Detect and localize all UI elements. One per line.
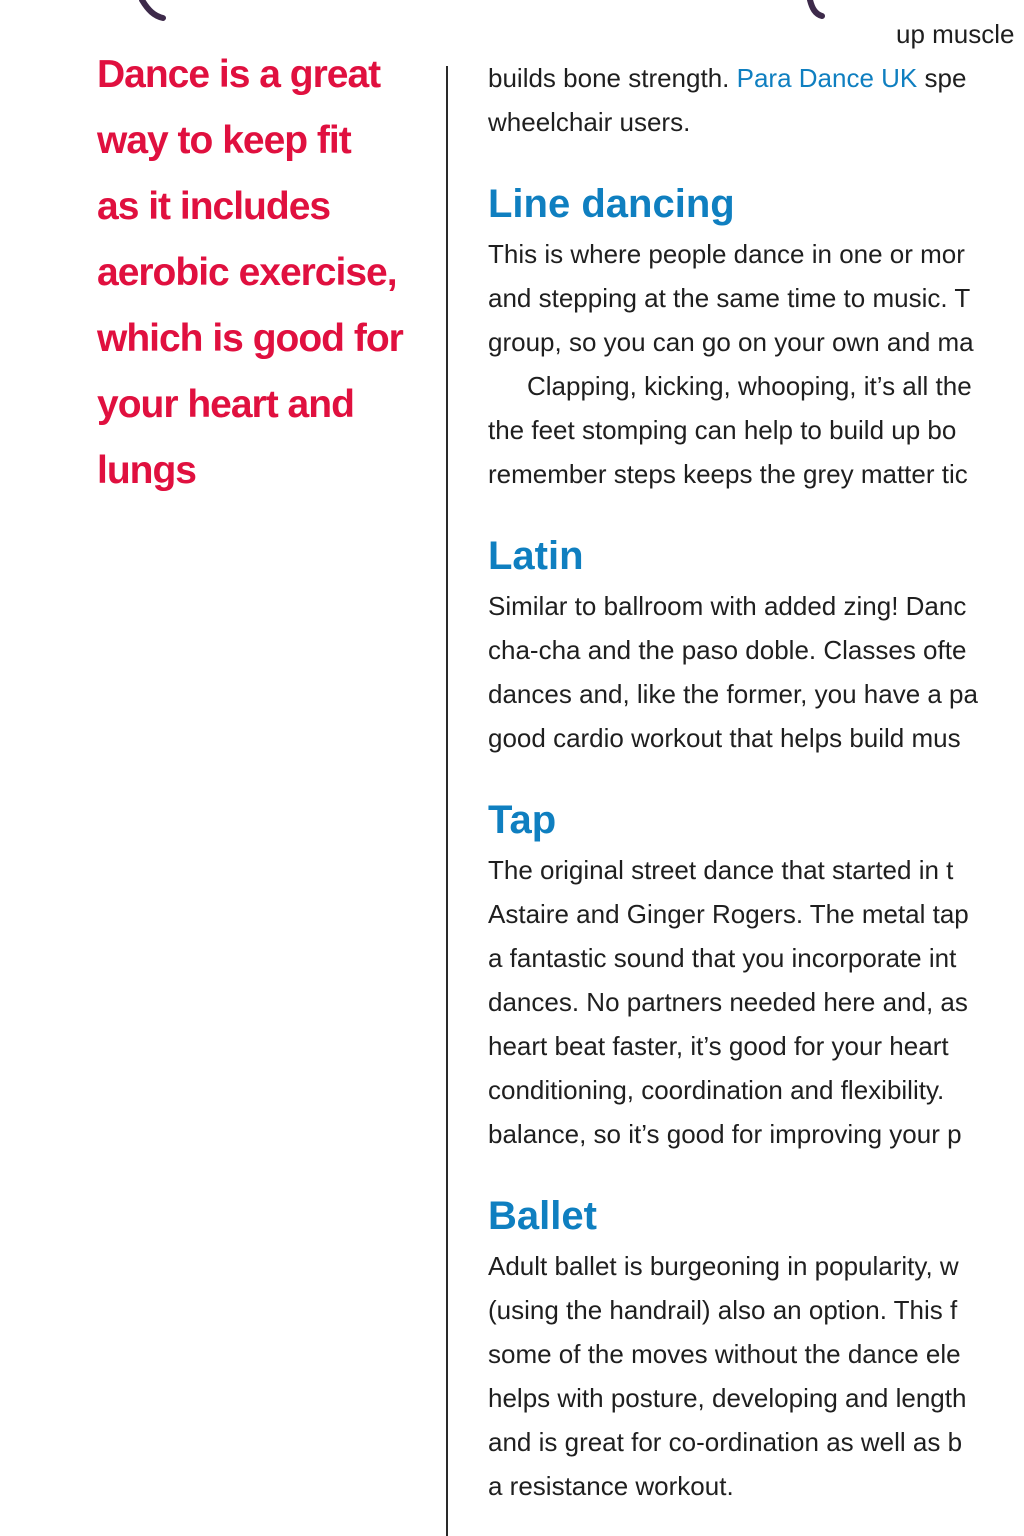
body-line: balance, so it’s good for improving your p: [488, 1119, 962, 1149]
pull-quote: [97, 42, 427, 504]
article-column: [488, 0, 1024, 1536]
pull-quote-line: which is good for: [97, 317, 403, 360]
body-line: Astaire and Ginger Rogers. The metal tap: [488, 899, 969, 929]
body-line: helps with posture, developing and length: [488, 1383, 967, 1413]
body-line: a fantastic sound that you incorporate int: [488, 943, 957, 973]
pull-quote-line: aerobic exercise,: [97, 251, 397, 294]
heading-tap: Tap: [488, 798, 557, 842]
body-line: group, so you can go on your own and ma: [488, 327, 974, 357]
pull-quote-line: as it includes: [97, 185, 331, 228]
intro-line: wheelchair users.: [488, 107, 691, 137]
heading-ballet: Ballet: [488, 1194, 597, 1238]
para-dance-uk-link[interactable]: Para Dance UK: [736, 63, 918, 93]
body-line: and stepping at the same time to music. T: [488, 283, 971, 313]
intro-line: [488, 56, 966, 100]
body-line: Clapping, kicking, whooping, it’s all the: [527, 371, 972, 401]
body-line: conditioning, coordination and flexibility.: [488, 1075, 945, 1105]
pull-quote-line: lungs: [97, 449, 196, 492]
body-line: and is great for co-ordination as well as b: [488, 1427, 963, 1457]
body-line: good cardio workout that helps build mus: [488, 723, 961, 753]
heading-latin: Latin: [488, 534, 584, 578]
intro-line: up muscle: [896, 19, 1015, 49]
pull-quote-line: your heart and: [97, 383, 354, 426]
body-line: (using the handrail) also an option. This f: [488, 1295, 958, 1325]
body-line: a resistance workout.: [488, 1471, 734, 1501]
body-line: the feet stomping can help to build up bo: [488, 415, 957, 445]
intro-text: builds bone strength.: [488, 63, 737, 93]
body-line: dances. No partners needed here and, as: [488, 987, 968, 1017]
heading-line-dancing: Line dancing: [488, 182, 735, 226]
body-line: The original street dance that started in t: [488, 855, 954, 885]
body-line: some of the moves without the dance ele: [488, 1339, 961, 1369]
pull-quote-line: way to keep fit: [97, 119, 351, 162]
body-line: This is where people dance in one or mor: [488, 239, 965, 269]
body-line: heart beat faster, it’s good for your heart: [488, 1031, 949, 1061]
intro-text: spe: [917, 63, 967, 93]
body-line: remember steps keeps the grey matter tic: [488, 459, 968, 489]
body-line: dances and, like the former, you have a pa: [488, 679, 978, 709]
body-line: Adult ballet is burgeoning in popularity, w: [488, 1251, 959, 1281]
body-line: cha-cha and the paso doble. Classes ofte: [488, 635, 967, 665]
column-divider: [446, 66, 448, 1536]
body-line: Similar to ballroom with added zing! Danc: [488, 591, 967, 621]
pull-quote-line: Dance is a great: [97, 53, 381, 96]
